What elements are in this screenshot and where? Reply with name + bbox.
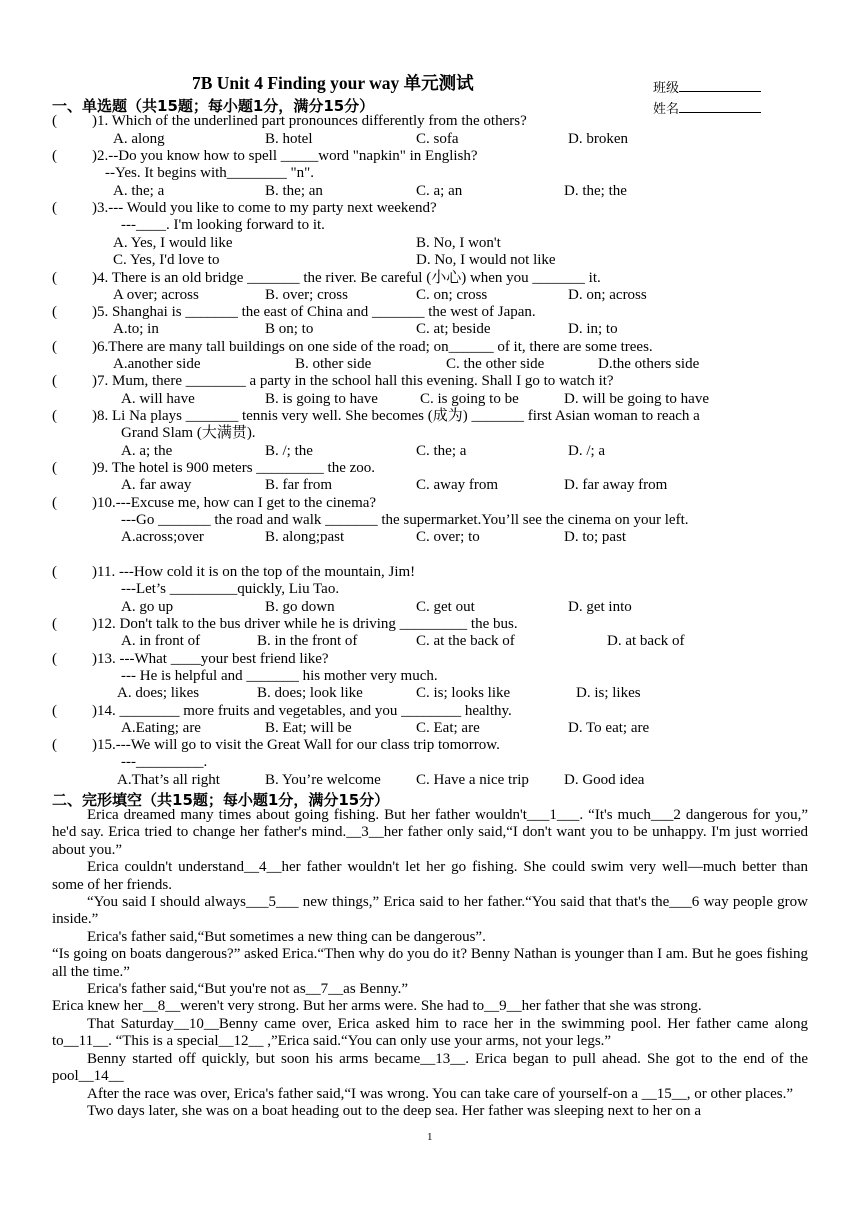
option-c: C. the other side bbox=[446, 356, 545, 372]
question-3: ( )3.--- Would you like to come to my party next weekend? bbox=[52, 200, 437, 216]
option-c: C. the; a bbox=[416, 443, 467, 459]
option-b: B. No, I won't bbox=[416, 235, 501, 251]
option-b: B. in the front of bbox=[257, 633, 358, 649]
option-a: A.another side bbox=[113, 356, 201, 372]
option-d: D. to; past bbox=[564, 529, 627, 545]
question-4: ( )4. There is an old bridge _______ the river. Be careful (小心) when you _______ it. bbox=[52, 270, 601, 286]
option-a: A. does; likes bbox=[117, 685, 200, 701]
name-field bbox=[653, 98, 761, 117]
question-10-line2: ---Go _______ the road and walk _______ the supermarket.You’ll see the cinema on your left. bbox=[121, 512, 689, 528]
class-label: 班级 bbox=[653, 80, 680, 95]
question-8-line2: Grand Slam (大满贯). bbox=[121, 425, 256, 441]
option-d: D. far away from bbox=[564, 477, 668, 493]
class-field bbox=[653, 77, 761, 96]
option-d: D. is; likes bbox=[576, 685, 641, 701]
option-c: C. Have a nice trip bbox=[416, 772, 529, 788]
question-15: ( )15.---We will go to visit the Great Wall for our class trip tomorrow. bbox=[52, 737, 500, 753]
option-c: C. Eat; are bbox=[416, 720, 480, 736]
option-b: B. the; an bbox=[265, 183, 323, 199]
question-1: ( )1. Which of the underlined part pronounces differently from the others? bbox=[52, 113, 527, 129]
option-a: A.to; in bbox=[113, 321, 159, 337]
question-13: ( )13. ---What ____your best friend like? bbox=[52, 651, 329, 667]
option-d: D. in; to bbox=[568, 321, 618, 337]
question-8: ( )8. Li Na plays _______ tennis very well. She becomes (成为) _______ first Asian woman to reach a bbox=[52, 408, 700, 424]
section-heading-cloze: 二、完形填空（共15题；每小题1分，满分15分） bbox=[52, 791, 390, 809]
question-9: ( )9. The hotel is 900 meters _________ the zoo. bbox=[52, 460, 376, 476]
question-14: ( )14. ________ more fruits and vegetables, and you ________ healthy. bbox=[52, 703, 512, 719]
option-d: D. will be going to have bbox=[564, 391, 709, 407]
option-c: C. is going to be bbox=[420, 391, 519, 407]
option-d: D.the others side bbox=[598, 356, 700, 372]
option-b: B. Eat; will be bbox=[265, 720, 352, 736]
option-c: C. away from bbox=[416, 477, 499, 493]
question-2: ( )2.--Do you know how to spell _____word "napkin" in English? bbox=[52, 148, 478, 164]
option-a: A.Eating; are bbox=[121, 720, 201, 736]
passage-paragraph: Two days later, she was on a boat heading out to the deep sea. Her father was sleeping next to her on a bbox=[87, 1102, 701, 1119]
passage-paragraph: Erica dreamed many times about going fishing. But her father wouldn't___1___. “It's much___2 dangerous for you,” he'd say. Erica tried to change her father's mind.__3__her father only said,“I don't want you to be unhappy. I'm just worried about you.” bbox=[52, 807, 808, 858]
option-b: B. You’re welcome bbox=[265, 772, 381, 788]
option-a: A. along bbox=[113, 131, 165, 147]
option-c: C. is; looks like bbox=[416, 685, 511, 701]
option-d: D. the; the bbox=[564, 183, 627, 199]
question-15-line2: ---_________. bbox=[121, 754, 208, 770]
option-b: B. other side bbox=[295, 356, 372, 372]
passage-paragraph: “You said I should always___5___ new things,” Erica said to her father.“You said that that's the___6 way people grow inside.” bbox=[52, 894, 808, 928]
option-a: A. the; a bbox=[113, 183, 165, 199]
option-d: D. at back of bbox=[607, 633, 685, 649]
passage-paragraph: Erica's father said,“But sometimes a new thing can be dangerous”. bbox=[87, 928, 486, 945]
option-c: C. sofa bbox=[416, 131, 459, 147]
cloze-passage bbox=[52, 807, 808, 1120]
option-a: A. will have bbox=[121, 391, 195, 407]
option-c: C. at the back of bbox=[416, 633, 515, 649]
section-heading-choice: 一、单选题（共15题；每小题1分，满分15分） bbox=[52, 97, 375, 115]
option-c: C. at; beside bbox=[416, 321, 491, 337]
option-d: D. on; across bbox=[568, 287, 647, 303]
option-a: A. a; the bbox=[121, 443, 173, 459]
option-b: B. over; cross bbox=[265, 287, 348, 303]
question-7: ( )7. Mum, there ________ a party in the school hall this evening. Shall I go to watch it? bbox=[52, 373, 614, 389]
option-b: B. is going to have bbox=[265, 391, 378, 407]
option-d: D. Good idea bbox=[564, 772, 645, 788]
option-c: C. over; to bbox=[416, 529, 480, 545]
option-c: C. a; an bbox=[416, 183, 463, 199]
option-c: C. Yes, I'd love to bbox=[113, 252, 220, 268]
option-d: D. To eat; are bbox=[568, 720, 650, 736]
option-b: B. hotel bbox=[265, 131, 313, 147]
option-d: D. /; a bbox=[568, 443, 606, 459]
question-10: ( )10.---Excuse me, how can I get to the cinema? bbox=[52, 495, 377, 511]
option-c: C. on; cross bbox=[416, 287, 488, 303]
page-title: 7B Unit 4 Finding your way 单元测试 bbox=[192, 73, 474, 93]
question-3-line2: ---____. I'm looking forward to it. bbox=[121, 217, 325, 233]
option-a: A over; across bbox=[113, 287, 199, 303]
option-c: C. get out bbox=[416, 599, 475, 615]
question-5: ( )5. Shanghai is _______ the east of China and _______ the west of Japan. bbox=[52, 304, 536, 320]
question-12: ( )12. Don't talk to the bus driver while he is driving _________ the bus. bbox=[52, 616, 518, 632]
option-b: B. along;past bbox=[265, 529, 345, 545]
option-b: B. far from bbox=[265, 477, 333, 493]
passage-paragraph: That Saturday__10__Benny came over, Erica asked him to race her in the swimming pool. Her father came along to__11__. “This is a special__12__ ,”Erica said.“You can only use your arms, not your legs.” bbox=[52, 1015, 808, 1050]
question-6: ( )6.There are many tall buildings on one side of the road; on______ of it, there are some trees. bbox=[52, 339, 653, 355]
option-b: B on; to bbox=[265, 321, 314, 337]
option-a: A. Yes, I would like bbox=[113, 235, 233, 251]
passage-paragraph: “Is going on boats dangerous?” asked Erica.“Then why do you do it? Benny Nathan is younger than I am. But he goes fishing all the time.” bbox=[52, 946, 808, 980]
option-b: B. /; the bbox=[265, 443, 313, 459]
option-d: D. No, I would not like bbox=[416, 252, 556, 268]
question-11: ( )11. ---How cold it is on the top of the mountain, Jim! bbox=[52, 564, 416, 580]
page-number: 1 bbox=[427, 1131, 433, 1143]
option-a: A. go up bbox=[121, 599, 174, 615]
passage-paragraph: After the race was over, Erica's father said,“I was wrong. You can take care of yourself-on a __15__, or other places.” bbox=[87, 1085, 793, 1102]
option-a: A.across;over bbox=[121, 529, 204, 545]
option-b: B. does; look like bbox=[257, 685, 363, 701]
option-d: D. get into bbox=[568, 599, 632, 615]
option-a: A. far away bbox=[121, 477, 192, 493]
question-13-line2: --- He is helpful and _______ his mother very much. bbox=[121, 668, 438, 684]
option-a: A. in front of bbox=[121, 633, 201, 649]
passage-paragraph: Erica's father said,“But you're not as__7__as Benny.” bbox=[87, 981, 409, 998]
option-a: A.That’s all right bbox=[117, 772, 220, 788]
passage-paragraph: Erica couldn't understand__4__her father wouldn't let her go fishing. She could swim very well—much better than some of her friends. bbox=[52, 859, 808, 893]
option-d: D. broken bbox=[568, 131, 628, 147]
question-2-line2: --Yes. It begins with________ "n". bbox=[105, 165, 315, 181]
passage-paragraph: Benny started off quickly, but soon his arms became__13__. Erica began to pull ahead. She got to the end of the pool__14__ bbox=[52, 1050, 808, 1085]
question-11-line2: ---Let’s _________quickly, Liu Tao. bbox=[121, 581, 340, 597]
name-label: 姓名 bbox=[653, 101, 680, 116]
passage-paragraph: Erica knew her__8__weren't very strong. But her arms were. She had to__9__her father that she was strong. bbox=[52, 998, 702, 1015]
option-b: B. go down bbox=[265, 599, 335, 615]
